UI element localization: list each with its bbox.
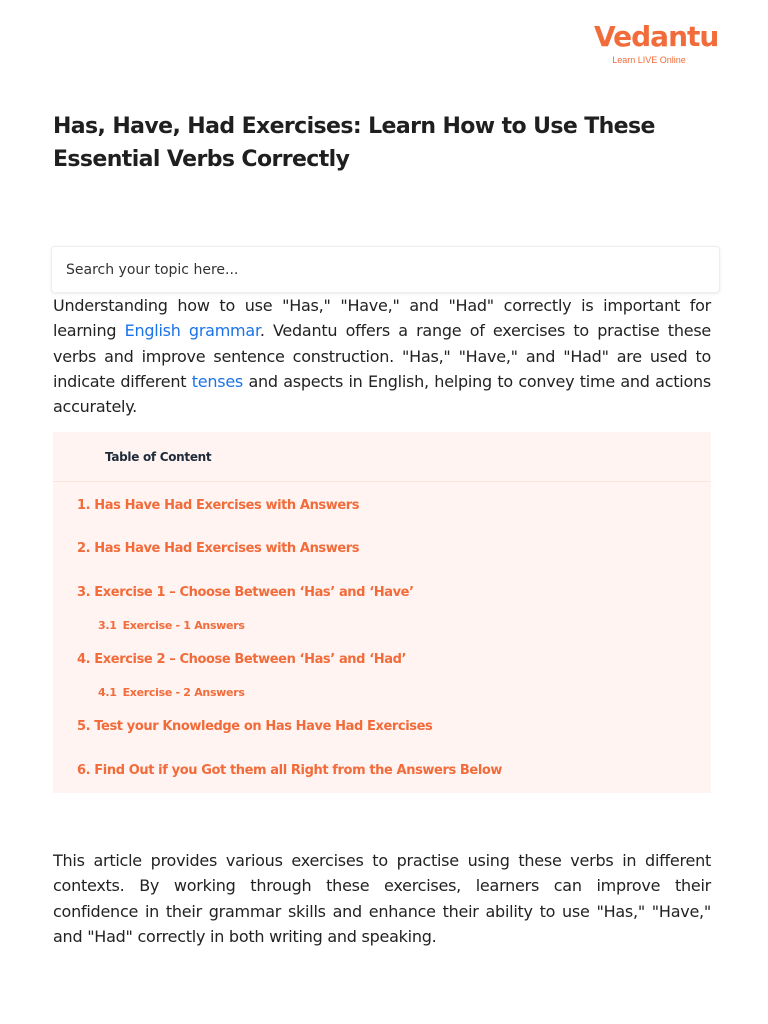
toc-item-1[interactable]: 1. Has Have Had Exercises with Answers	[77, 498, 360, 513]
toc-item-2[interactable]: 2. Has Have Had Exercises with Answers	[77, 541, 360, 556]
logo-wordmark: Vedantu	[594, 20, 719, 53]
toc-item-4[interactable]: 4. Exercise 2 – Choose Between ‘Has’ and ‘Had’	[77, 652, 407, 667]
intro-text-2: . Vedantu offers a range of exercises to practise these verbs and improve sentence construction. "Has," "Have," and "Had" are used to indicate different	[53, 321, 711, 391]
toc-subitem-number: 3.1	[98, 619, 117, 632]
intro-text-3: and aspects in English, helping to convey time and actions accurately.	[53, 371, 711, 417]
search-box[interactable]	[51, 246, 720, 293]
toc-item-3[interactable]: 3. Exercise 1 – Choose Between ‘Has’ and ‘Have’	[77, 585, 414, 600]
table-of-content	[53, 432, 711, 793]
toc-subitem-label: Exercise - 1 Answers	[122, 619, 245, 632]
logo-tagline: Learn LIVE Online	[612, 55, 686, 65]
outro-paragraph: This article provides various exercises to practise using these verbs in different contexts. By working through these exercises, learners can improve their confidence in their grammar skills and enhance their ability to use "Has," "Have," and "Had" correctly in both writing and speaking.	[53, 851, 711, 946]
intro-paragraph	[53, 293, 711, 419]
toc-subitem-4-1[interactable]	[98, 686, 245, 699]
page-title: Has, Have, Had Exercises: Learn How to Use These Essential Verbs Correctly	[53, 114, 655, 172]
toc-item-5[interactable]: 5. Test your Knowledge on Has Have Had Exercises	[77, 719, 433, 734]
toc-item-6[interactable]: 6. Find Out if you Got them all Right from the Answers Below	[77, 763, 503, 778]
toc-subitem-number: 4.1	[98, 686, 117, 699]
toc-subitem-3-1[interactable]	[98, 619, 245, 632]
search-input[interactable]	[66, 247, 719, 292]
tenses-link[interactable]: tenses	[191, 371, 244, 391]
intro-text-1: Understanding how to use "Has," "Have," and "Had" correctly is important for learning	[53, 296, 711, 341]
toc-title: Table of Content	[53, 432, 711, 482]
english-grammar-link[interactable]: English grammar	[124, 321, 260, 341]
toc-subitem-label: Exercise - 2 Answers	[122, 686, 245, 699]
vedantu-logo[interactable]	[594, 20, 719, 65]
